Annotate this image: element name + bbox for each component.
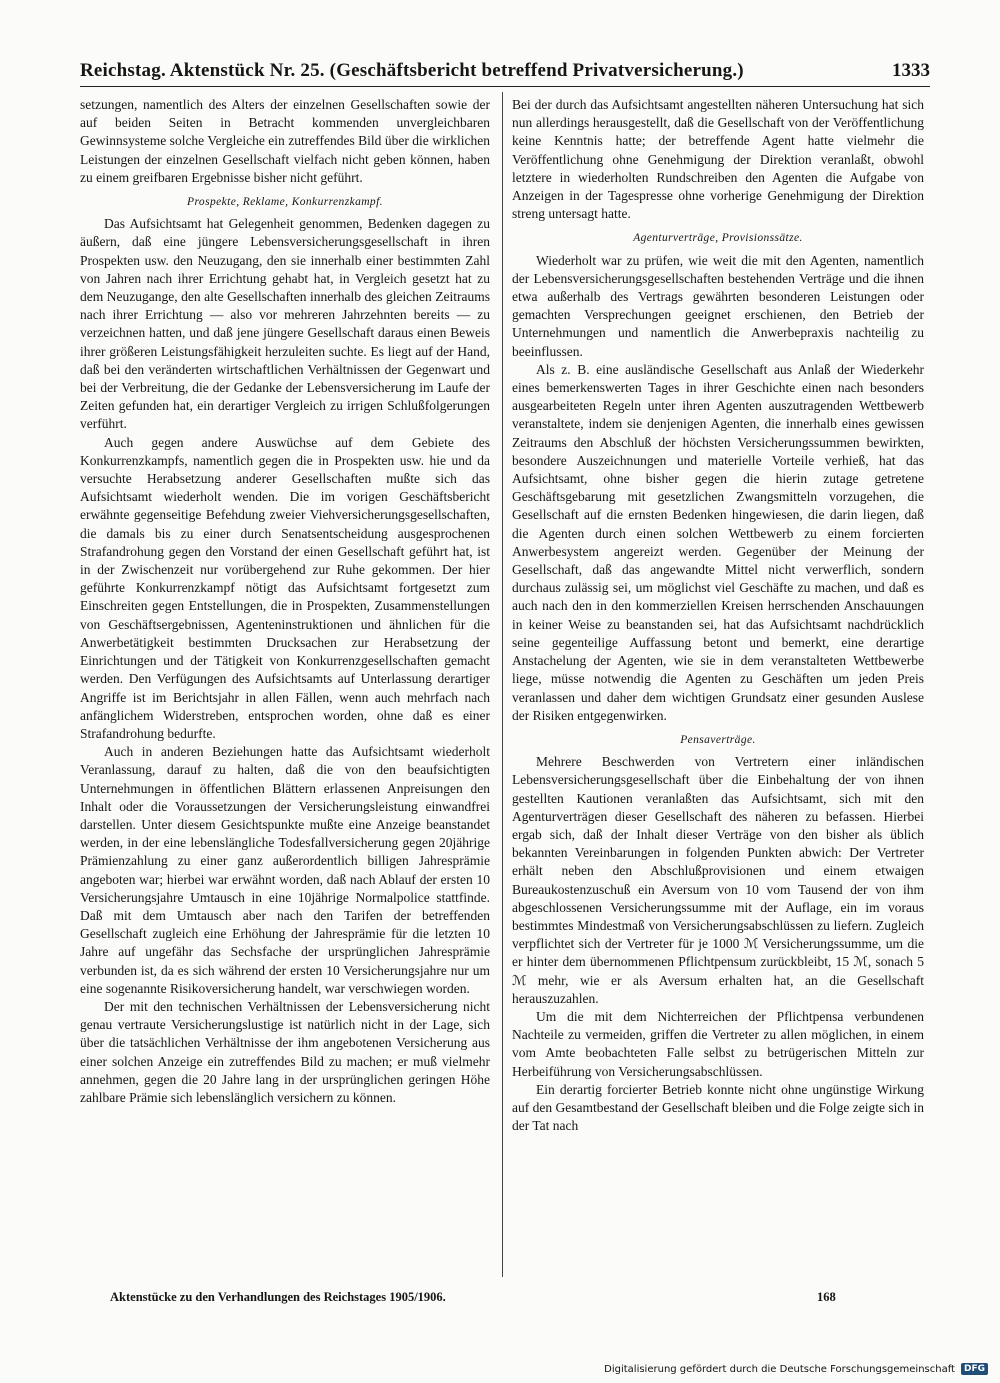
credit-text: Digitalisierung gefördert durch die Deutsche Forschungsgemeinschaft [604, 1363, 955, 1375]
left-column [80, 96, 490, 1107]
paragraph: Wiederholt war zu prüfen, wie weit die mit den Agenten, namentlich der Lebensversicherungsgesellschaften bestehenden Verträge und die ihnen etwa außerhalb des Vertrags gewährten besonderen Leistungen oder gemachten Versprechungen geeignet erschienen, den Betrieb der Unternehmungen und namentlich die Anwerbepraxis nachteilig zu beeinflussen. [512, 252, 924, 359]
section-heading: Prospekte, Reklame, Konkurrenzkampf. [187, 196, 383, 209]
paragraph: Um die mit dem Nichterreichen der Pflichtpensa verbundenen Nachteile zu vermeiden, griffen die Vertreter zu allen möglichen, in einem vom Amte beobachteten Falle selbst zu betrügerischen Mitteln zur Herbeiführung von Versicherungsabschlüssen. [512, 1008, 924, 1079]
header-rule [80, 86, 930, 87]
paragraph: Auch gegen andere Auswüchse auf dem Gebiete des Konkurrenzkampfs, namentlich gegen die in Prospekten usw. hie und da versuchte Herabsetzung anderer Gesellschaften mußte sich das Aufsichtsamt wiederholt wenden. Die im vorigen Geschäftsbericht erwähnte gegenseitige Befehdung zweier Viehversicherungsgesellschaften, die damals bis zu einer durch Senatsentscheidung ausgesprochenen Strafandrohung gegen den Vorstand der einen Gesellschaft geführt hat, ist in der Zwischenzeit nur vorübergehend zur Ruhe gekommen. Der hier geführte Konkurrenzkampf nötigt das Aufsichtsamt fortgesetzt zum Einschreiten gegen Entstellungen, die in Prospekten, Zusammenstellungen von Geschäftsergebnissen, Agenteninstruktionen und ähnlichen für die Anwerbetätigkeit bestimmten Drucksachen zur Herabsetzung der Einrichtungen und der Tätigkeit von Konkurrenzgesellschaften gemacht werden. Den Verfügungen des Aufsichtsamts auf Unterlassung derartiger Angriffe ist im Berichtsjahr in allen Fällen, wenn auch mehrfach nach anfänglichem Widerstreben, entsprochen worden, ohne daß es einer Strafandrohung bedurfte. [80, 434, 490, 741]
paragraph: Ein derartig forcierter Betrieb konnte nicht ohne ungünstige Wirkung auf den Gesamtbestand der Gesellschaft bleiben und die Folge zeigte sich in der Tat nach [512, 1081, 924, 1134]
paragraph: Das Aufsichtsamt hat Gelegenheit genommen, Bedenken dagegen zu äußern, daß eine jüngere Lebensversicherungsgesellschaft in ihren Prospekten usw. den Neuzugang, den sie innerhalb einer bestimmten Zahl von Jahren nach ihrer Errichtung gehabt hat, in Vergleich gesetzt hat zu dem Neuzugange, den alte Gesellschaften innerhalb des gleichen Zeitraums nach ihrer Errichtung — also vor mehreren Jahrzehnten bereits — zu verzeichnen hatten, und daß jene jüngere Gesellschaft daraus einen Beweis ihrer größeren Leistungsfähigkeit herzuleiten suchte. Es liegt auf der Hand, daß bei den veränderten wirtschaftlichen Verhältnissen der Gegenwart und bei der Verbreitung, die der Gedanke der Lebensversicherung im Laufe der Zeiten gefunden hat, ein derartiger Vergleich zu irrigen Schlußfolgerungen verführt. [80, 216, 490, 432]
paragraph: Der mit den technischen Verhältnissen der Lebensversicherung nicht genau vertraute Versicherungslustige ist natürlich nicht in der Lage, sich über die tatsächlichen Verhältnisse der ihm angebotenen Versicherung aus einer solchen Anzeige ein zutreffendes Bild zu machen; er muß vielmehr annehmen, gegen die 20 Jahre lang in der ursprünglichen geringen Höhe zahlbare Prämie sich lebenslänglich versichern zu können. [80, 998, 490, 1105]
dfg-logo: DFG [961, 1363, 988, 1375]
page-number: 1333 [892, 60, 930, 81]
digitization-credit [604, 1363, 988, 1375]
footer-source: Aktenstücke zu den Verhandlungen des Reichstages 1905/1906. [110, 1290, 446, 1304]
paragraph: setzungen, namentlich des Alters der einzelnen Gesellschaften sowie der auf beiden Seiten in Betracht kommenden unvergleichbaren Gewinnsysteme solche Vergleiche ein zutreffendes Bild über die wirklichen Leistungen der einzelnen Gesellschaft vielfach nicht geben können, haben zu einem greifbaren Ergebnisse bisher nicht geführt. [80, 97, 490, 185]
right-column [512, 96, 924, 1135]
column-divider [502, 92, 503, 1277]
footer-sheet-number: 168 [817, 1290, 836, 1304]
paragraph: Mehrere Beschwerden von Vertretern einer inländischen Lebensversicherungsgesellschaft über die Einbehaltung der von ihnen gestellten Kautionen veranlaßten das Aufsichtsamt, sich mit den Agenturverträgen dieser Gesellschaft des näheren zu befassen. Hierbei ergab sich, daß der Inhalt dieser Verträge von den bisher als üblich bekannten Vereinbarungen in folgenden Punkten abwich: Der Vertreter erhält neben den Abschlußprovisionen und einem etwaigen Bureaukostenzuschuß ein Aversum von 10 vom Tausend der von ihm abgeschlossenen Versicherungssumme mit der Auflage, ein im voraus bestimmtes Mindestmaß von Versicherungsabschlüssen zu liefern. Zugleich verpflichtet sich der Vertreter für je 1000 ℳ Versicherungssumme, um die er hinter dem übernommenen Pflichtpensum zurückbleibt, 15 ℳ, sonach 5 ℳ mehr, wie er als Aversum erhalten hat, an die Gesellschaft herauszuzahlen. [512, 754, 924, 1006]
paragraph: Als z. B. eine ausländische Gesellschaft aus Anlaß der Wiederkehr eines bemerkenswerten Tages in ihrer Geschichte einen nach besonders ausgearbeiteten Regeln unter ihren Agenten auszutragenden Wettbewerb veranstaltete, indem sie denjenigen Agenten, die innerhalb eines gewissen Zeitraums den Abschluß der höchsten Versicherungssummen bewirkten, besondere Auszeichnungen und materielle Vorteile verhieß, hat das Aufsichtsamt, ohne bisher gegen die hierin zutage getretene Geschäftsgebarung mit gesetzlichen Zwangsmitteln vorzugehen, die Gesellschaft auf die ernsten Bedenken hingewiesen, die darin liegen, daß die Agenten durch einen solchen Wettbewerb zu einem forcierten Anwerbesystem angereizt werden. Gegenüber der Meinung der Gesellschaft, daß das angewandte Mittel nicht verwerflich, sondern durchaus zulässig sei, um möglichst viel Geschäfte zu machen, und daß es auch nach den in den kommerziellen Kreisen herrschenden Anschauungen in keiner Weise zu beanstanden sei, hat das Aufsichtsamt nachdrücklich seine gegenteilige Auffassung betont und bemerkt, eine derartige Anstachelung der Agenten, wie sie in dem veranstalteten Wettbewerbe liege, müsse notwendig die Agenten zu Geschäften um jeden Preis veranlassen und daher dem wichtigen Grundsatz einer gesunden Auslese der Risiken entgegenwirken. [512, 361, 924, 723]
header-title: Reichstag. Aktenstück Nr. 25. (Geschäftsbericht betreffend Privatversicherung.) [80, 60, 744, 81]
section-heading: Pensaverträge. [680, 733, 756, 746]
page-header [80, 52, 930, 82]
paragraph: Bei der durch das Aufsichtsamt angestellten näheren Untersuchung hat sich nun allerdings herausgestellt, daß die Gesellschaft von der Veröffentlichung keine Kenntnis hatte; der betreffende Agent hatte vielmehr die Veröffentlichung ohne Genehmigung der Direktion veranlaßt, obwohl letztere in wiederholten Rundschreiben den Agenten die Aufgabe von Anzeigen in der Tagespresse ohne vorherige Genehmigung der Direktion streng untersagt hatte. [512, 97, 924, 222]
section-heading: Agenturverträge, Provisionssätze. [633, 232, 803, 245]
paragraph: Auch in anderen Beziehungen hatte das Aufsichtsamt wiederholt Veranlassung, darauf zu halten, daß die von den beaufsichtigten Unternehmungen in öffentlichen Blättern erlassenen Anpreisungen den Inhalt oder die Voraussetzungen der Versicherungsleistung einwandfrei darstellen. Unter diesem Gesichtspunkte mußte eine Anzeige beanstandet werden, in der eine lebenslängliche Todesfallversicherung gegen 20jährige Prämienzahlung zu einer ganz außerordentlich billigen Jahresprämie angeboten war; hierbei war erwähnt worden, daß nach Ablauf der ersten 10 Versicherungsjahre Umtausch in eine 10jährige Normalpolice stattfinde. Daß mit dem Umtausch aber nach den Tarifen der betreffenden Gesellschaft zugleich eine Erhöhung der Jahresprämie für die letzten 10 Jahre auf ungefähr das Sechsfache der ursprünglichen Jahresprämie verbunden ist, da es sich während der ersten 10 Versicherungsjahre nur um eine sogenannte Risikoversicherung handelt, war verschwiegen worden. [80, 744, 490, 996]
